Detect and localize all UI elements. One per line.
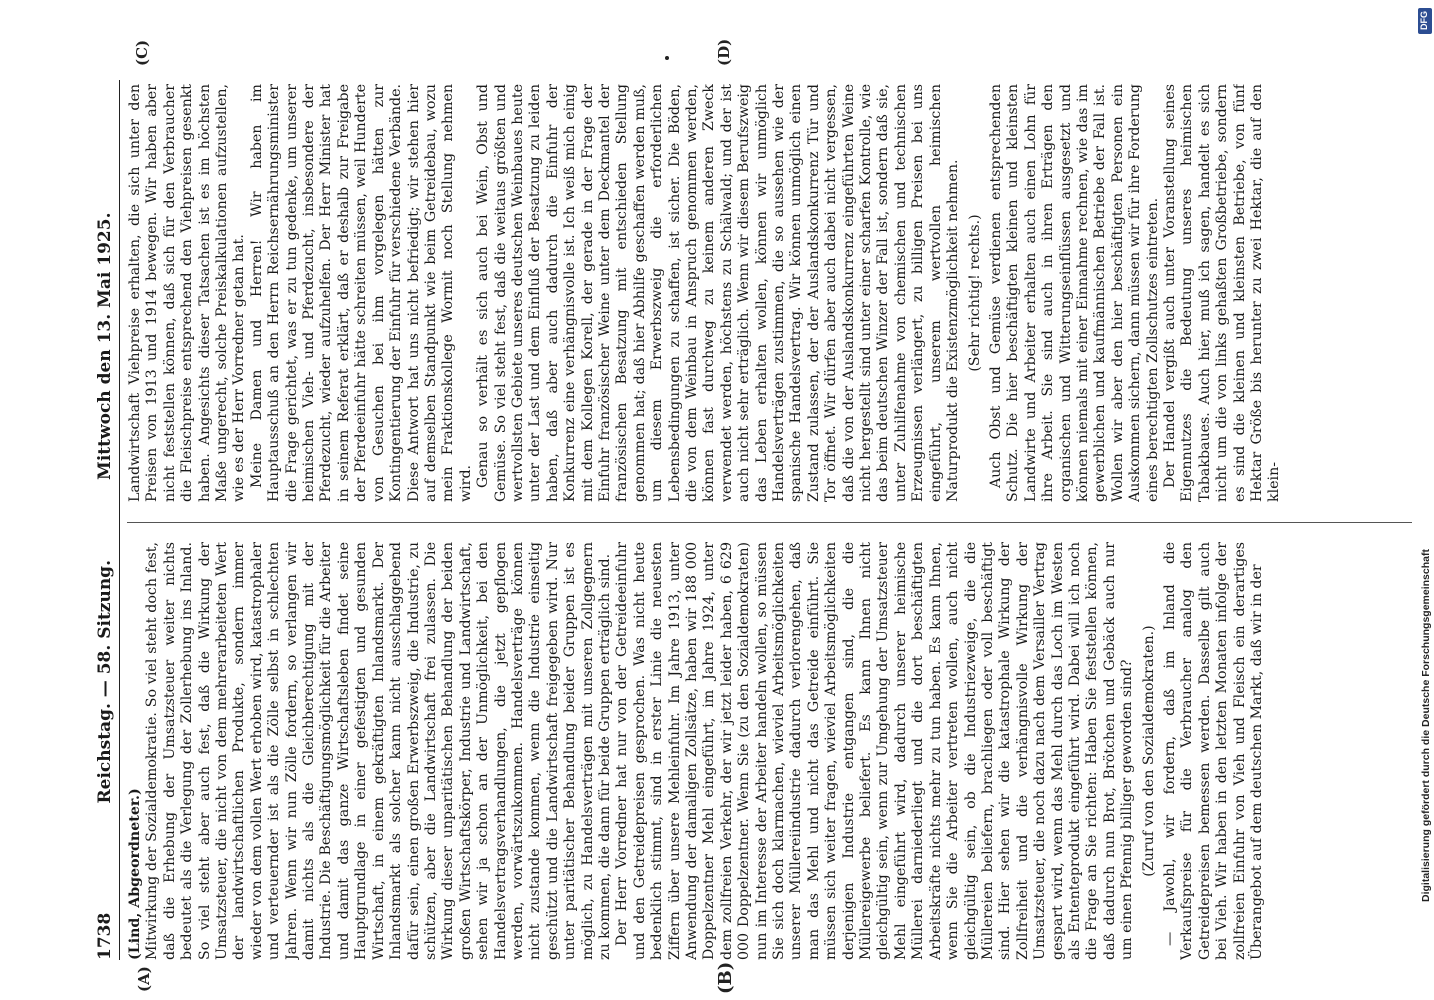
paragraph: Auch Obst und Gemüse verdienen entsprechenden Schutz. Die hier beschäftigten kleinen und kleinsten Landwirte und Arbeiter erhalten auch einen Lohn für ihre Arbeit. Sie sind auch in ihren Erträgen den organischen und Witterungseinflüssen ausgesetzt und können niemals mit einer Einnahme rechnen, wie das im gewerblichen und kaufmännischen Betriebe der Fall ist. Wollen wir aber den hier beschäftigten Personen ein Auskommen sichern, dann müssen wir für ihre Forderung eines berechtigten Zollschutzes eintreten. — [987, 84, 1161, 502]
paragraph: Mitwirkung der Sozialdemokratie. So viel steht doch fest, daß die Erhebung der Umsatzsteuer weiter nichts bedeutet als die Verlegung der Zollerhebung ins Inland. So viel steht aber auch fest, daß die Wirkung der Umsatzsteuer, die nicht von dem mehrerarbeiteten Wert der landwirtschaftlichen Produkte, sondern immer wieder von dem vollen Wert erhoben wird, katastrophaler und verteuernder ist als die Zölle selbst in schlechten Jahren. Wenn wir nun Zölle fordern, so verlangen wir damit nichts als die Gleichberechtigung mit der Industrie. Die Beschäftigungsmöglichkeit für die Arbeiter und damit das ganze Wirtschaftsleben findet seine Hauptgrundlage in einer gefestigten und gesunden Wirtschaft, in einem gekräftigten Inlandsmarkt. Der Inlandsmarkt als solcher kann nicht ausschlaggebend dafür sein, einen großen Erwerbszweig, die Industrie, zu schützen, aber die Landwirtschaft frei zulassen. Die Wirkung dieser unparitätischen Behandlung der beiden großen Wirtschaftskörper, Industrie und Landwirtschaft, sehen wir ja schon an der Unmöglichkeit, bei den Handelsvertragsverhandlungen, die jetzt gepflogen werden, vorwärtszukommen. Handelsverträge können nicht zustande kommen, wenn die Industrie einseitig geschützt und die Landwirtschaft freigegeben wird. Nur unter paritätischer Behandlung beider Gruppen ist es möglich, zu Handelsverträgen mit unseren Zollgegnern zu kommen, die dann für beide Gruppen erträglich sind. — [144, 542, 613, 960]
paragraph: — Jawohl, wir fordern, daß im Inland die Verkaufspreise für die Verbraucher analog den Getreidepreisen bemessen werden. Dasselbe gilt auch bei Vieh. Wir haben in den letzten Monaten infolge der zollfreien Einfuhr von Vieh und Fleisch ein derartiges Überangebot auf dem deutschen Markt, daß wir in der — [1161, 542, 1265, 960]
margin-dot — [665, 56, 669, 60]
left-text-column — [127, 542, 1412, 960]
page-number: 1738 — [95, 912, 115, 960]
column-divider — [127, 522, 1412, 523]
margin-mark-d: (D) — [715, 38, 733, 66]
page-header — [93, 80, 120, 960]
rotated-page — [85, 40, 1425, 1000]
margin-mark-b: (B) — [715, 961, 736, 994]
paragraph: Der Handel vergißt auch unter Voranstellung seines Eigennutzes die Bedeutung unseres heimischen Tabakbaues. Auch hier, muß ich sagen, handelt es sich nicht um die von links gehaßten Großbetriebe, sondern es sind die kleinen und kleinsten Betriebe, von fünf Hektar Größe bis herunter zu zwei Hektar, die auf den klein- — [1161, 84, 1283, 502]
speaker-label: (Lind, Abgeordneter.) — [127, 788, 143, 960]
interjection: (Sehr richtig! rechts.) — [966, 214, 983, 372]
dfg-logo-text: DFG — [1419, 11, 1429, 30]
interjection: (Zuruf von den Sozialdemokraten.) — [1140, 625, 1157, 877]
session-title: Reichstag. — 58. Sitzung. — [95, 560, 115, 804]
credit-text: Digitalisierung gefördert durch die Deutsche Forschungsgemeinschaft — [1420, 549, 1432, 902]
paragraph: Genau so verhält es sich auch bei Wein, Obst und Gemüse. So viel steht fest, daß die weitaus größten und wertvollsten Gebiete unseres deutschen Weinbaues heute unter der Last und dem Einfluß der Besatzung zu leiden haben, daß aber auch dadurch die Einfuhr der Konkurrenz eine verhängnisvolle ist. Ich weiß mich einig mit dem Kollegen Korell, der gerade in der Frage der Einfuhr französischer Weine unter dem Deckmantel der französischen Besatzung mit entschieden Stellung genommen hat; daß hier Abhilfe geschaffen werden muß, um diesem Erwerbszweig die erforderlichen Lebensbedingungen zu schaffen, ist sicher. Die Böden, die von dem Weinbau in Anspruch genommen werden, können fast durchweg zu keinem anderen Zweck verwendet werden, höchstens zu Schälwald; und der ist auch nicht sehr erträglich. Wenn wir diesem Berufszweig das Leben erhalten wollen, können wir unmöglich Handelsverträgen zustimmen, die so aussehen wie der spanische Handelsvertrag. Wir können unmöglich einen Zustand zulassen, der der Auslandskonkurrenz Tür und Tor öffnet. Wir dürfen aber auch dabei nicht vergessen, daß die von der Auslandskonkurrenz eingeführten Weine nicht hergestellt sind unter einer scharfen Kontrolle, wie das beim deutschen Winzer der Fall ist, sondern daß sie, unter Zuhilfenahme von chemischen und technischen Erzeugnissen verlängert, zu billigen Preisen bei uns eingeführt, unserem wertvollen heimischen Naturprodukt die Existenzmöglichkeit nehmen. — [475, 84, 962, 502]
paragraph: Meine Damen und Herren! Wir haben im Hauptausschuß an den Herrn Reichsernährungsminister die Frage gerichtet, was er zu tun gedenke, um unserer heimischen Vieh- und Pferdezucht, insbesondere der Pferdezucht, wieder aufzuhelfen. Der Herr Minister hat in seinem Referat erklärt, daß er deshalb zur Freigabe der Pferdeeinfuhr hätte schreiten müssen, weil Hunderte von Gesuchen bei ihm vorgelegen hätten zur Kontingentierung der Einfuhr für verschiedene Verbände. Diese Antwort hat uns nicht befriedigt; wir stehen hier auf demselben Standpunkt wie beim Getreidebau, wozu mein Fraktionskollege Wormit noch Stellung nehmen wird. — [248, 84, 474, 502]
right-text-column — [127, 84, 1412, 502]
paragraph: Der Herr Vorredner hat nur von der Getreideeinfuhr und den Getreidepreisen gesprochen. Was nicht heute bedenklich stimmt, sind in erster Linie die neuesten Ziffern über unsere Mehleinfuhr. Im Jahre 1913, unter Anwendung der damaligen Zollsätze, haben wir 188 000 Doppelzentner Mehl eingeführt, im Jahre 1924, unter dem zollfreien Verkehr, der wir jetzt leider haben, 6 629 000 Doppelzentner. Wenn Sie (zu den Sozialdemokraten) nun im Interesse der Arbeiter handeln wollen, so müssen Sie sich doch klarmachen, wieviel Arbeitsmöglichkeiten unserer Müllereiindustrie dadurch verlorengehen, daß man das Mehl und nicht das Getreide einführt. Sie müssen sich weiter fragen, wieviel Arbeitsmöglichkeiten derjenigen Industrie entgangen sind, die die Müllereigewerbe beliefert. Es kann Ihnen nicht gleichgültig sein, wenn zur Umgehung der Umsatzsteuer Mehl eingeführt wird, dadurch unserer heimische Müllerei darniederliegt und die dort beschäftigten Arbeitskräfte nichts mehr zu tun haben. Es kann Ihnen, wenn Sie die Arbeiter vertreten wollen, auch nicht gleichgültig sein, ob die Industriezweige, die die Müllereien beliefern, brachliegen oder voll beschäftigt sind. Hier sehen wir die katastrophale Wirkung der Zollfreiheit und die verhängnisvolle Wirkung der Umsatzsteuer, die noch dazu nach dem Versailler Vertrag gespart wird, wenn das Mehl durch das Loch im Westen als Ententeprodukt eingeführt wird. Dabei will ich noch die Frage an Sie richten: Haben Sie feststellen können, daß dadurch nun Brot, Brötchen und Gebäck auch nur um einen Pfennig billiger geworden sind? — [614, 542, 1136, 960]
margin-mark-a: (A) — [135, 966, 153, 992]
date-title: Mittwoch den 13. Mai 1925. — [95, 212, 115, 480]
digitization-credit — [1418, 12, 1434, 992]
margin-mark-c: (C) — [133, 39, 151, 66]
paragraph: Landwirtschaft Viehpreise erhalten, die sich unter den Preisen von 1913 und 1914 bewegen. Wir haben aber nicht feststellen können, daß sich für den Verbraucher die Fleischpreise entsprechend den Viehpreisen gesenkt haben. Angesichts dieser Tatsachen ist es im höchsten Maße ungerecht, solche Preiskalkulationen aufzustellen, wie es der Herr Vorredner getan hat. — [127, 84, 248, 502]
